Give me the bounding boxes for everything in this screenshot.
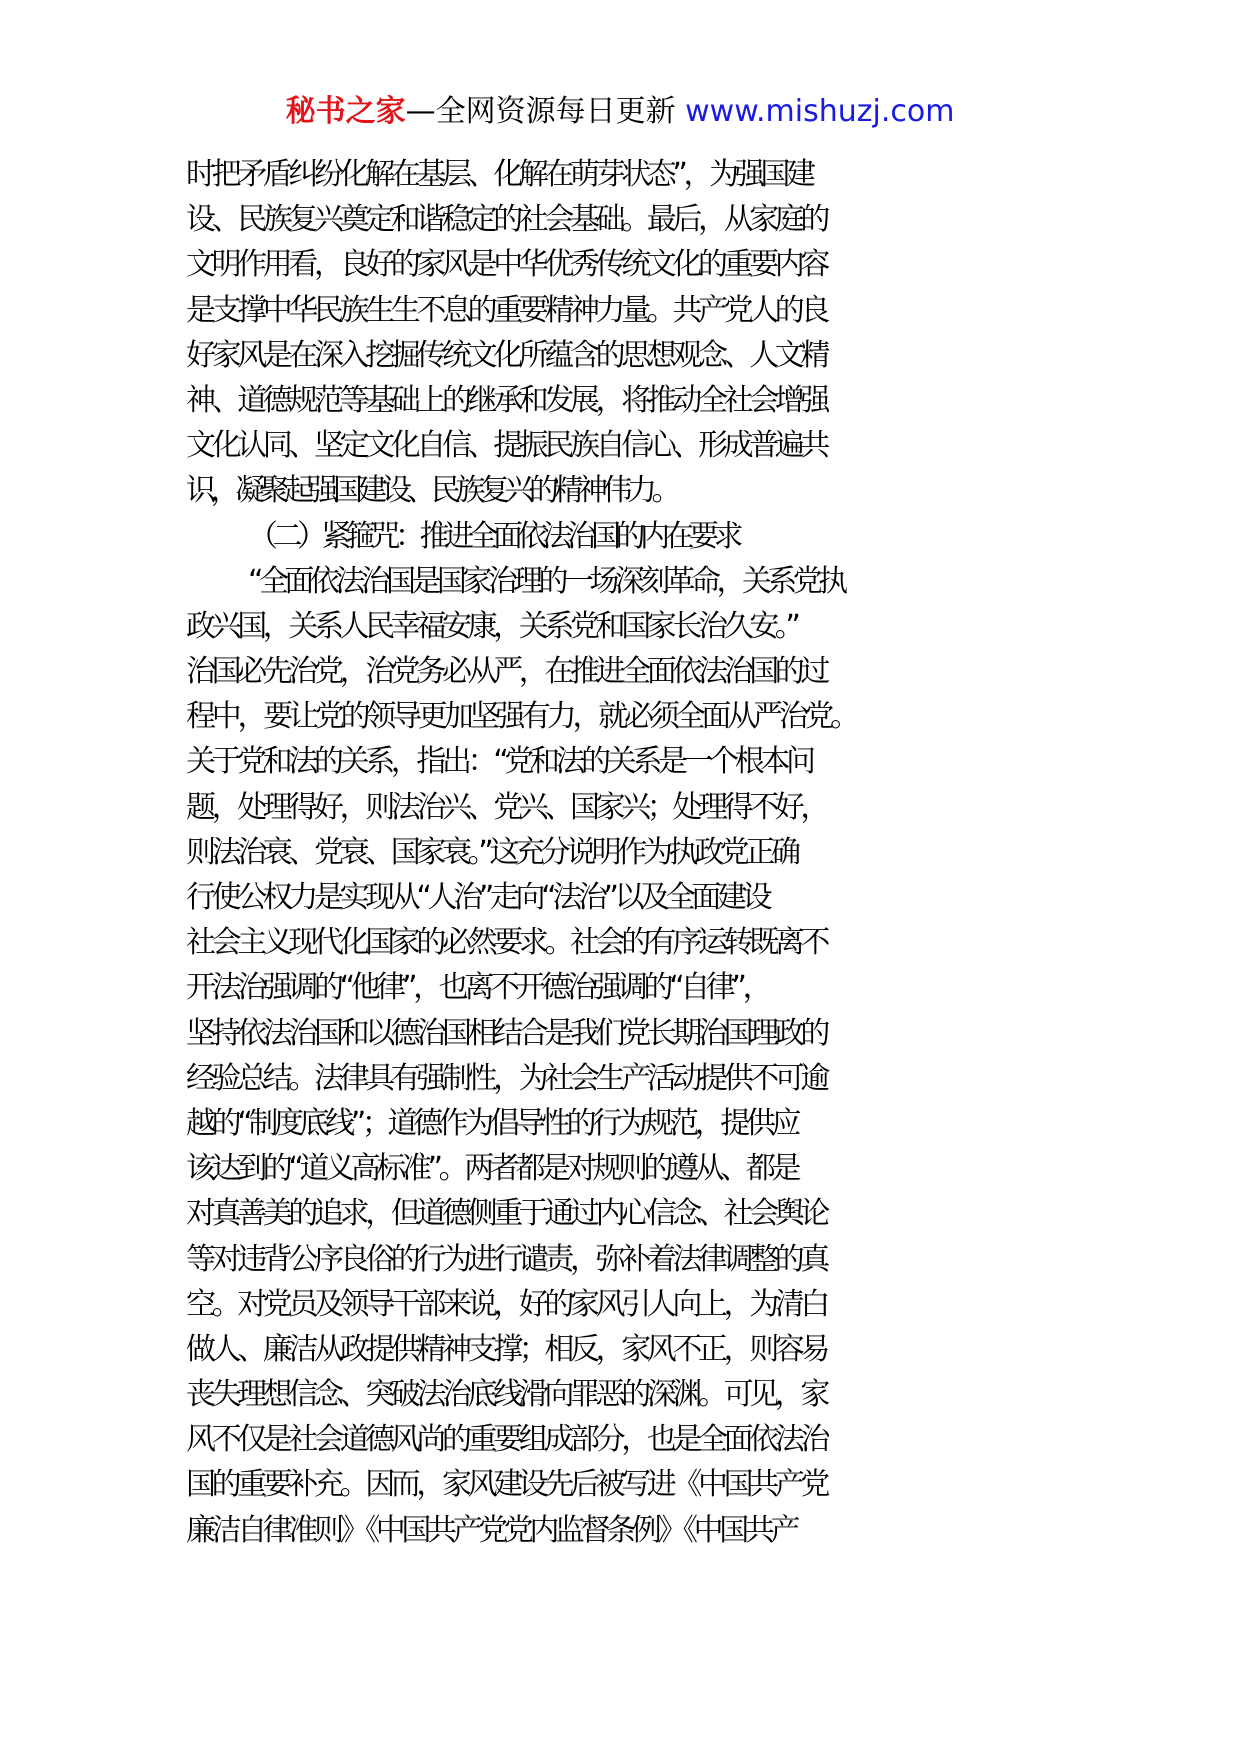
body-line: 经验总结。法律具有强制性，为社会生产活动提供不可逾 [186,1060,826,1096]
body-line: 程中，要让党的领导更加坚强有力，就必须全面从严治党。 [186,699,856,735]
body-line: 时把矛盾纠纷化解在基层、化解在萌芽状态”，为强国建 [186,157,812,192]
body-line: 题，处理得好，则法治兴、党兴、国家兴；处理得不好， [186,789,826,825]
brand-name: 秘书之家 [285,94,406,129]
body-line: 国的重要补充。因而，家风建设先后被写进《中国共产党 [186,1467,826,1503]
body-line: “全面依法治国是国家治理的一场深刻革命，关系党执 [248,563,844,599]
body-line: 该达到的“道义高标准”。两者都是对规则的遵从、都是 [186,1151,798,1187]
body-line: 开法治强调的“他律”，也离不开德治强调的“自律”， [186,970,769,1006]
body-line: 政兴国，关系人民幸福安康，关系党和国家长治久安。” [186,608,797,644]
body-line: 空。对党员及领导干部来说，好的家风引人向上，为清白 [186,1286,826,1322]
body-line: 越的“制度底线”；道德作为倡导性的行为规范，提供应 [186,1105,798,1141]
body-line: 做人、廉洁从政提供精神支撑；相反，家风不正，则容易 [186,1331,826,1367]
page-header [0,92,1240,132]
body-line: 设、民族复兴奠定和谐稳定的社会基础。最后，从家庭的 [186,202,826,238]
body-line: 丧失理想信念、突破法治底线滑向罪恶的深渊。可见，家 [186,1377,826,1413]
body-line: 文明作用看，良好的家风是中华优秀传统文化的重要内容 [186,247,826,283]
document-body [186,152,1066,1553]
body-line: 关于党和法的关系，指出：“党和法的关系是一个根本问 [186,744,812,780]
body-line: （二）紧箍咒：推进全面依法治国的内在要求 [248,518,738,554]
body-line: 对真善美的追求，但道德侧重于通过内心信念、社会舆论 [186,1196,826,1232]
body-line: 廉洁自律准则》《中国共产党党内监督条例》《中国共产 [186,1512,796,1548]
body-line: 文化认同、坚定文化自信、提振民族自信心、形成普遍共 [186,428,826,464]
header-url-link[interactable]: www.mishuzj.com [685,94,955,129]
body-line: 行使公权力是实现从“人治”走向“法治”以及全面建设 [186,880,769,915]
body-line: 等对违背公序良俗的行为进行谴责，弥补着法律调整的真 [186,1241,826,1277]
header-tagline: —全网资源每日更新 [405,94,686,129]
body-line: 坚持依法治国和以德治国相结合是我们党长期治国理政的 [186,1015,826,1051]
body-line: 是支撑中华民族生生不息的重要精神力量。共产党人的良 [186,292,826,328]
body-line: 社会主义现代化国家的必然要求。社会的有序运转既离不 [186,925,826,961]
body-line: 神、道德规范等基础上的继承和发展，将推动全社会增强 [186,382,826,418]
body-line: 风不仅是社会道德风尚的重要组成部分，也是全面依法治 [186,1422,826,1458]
body-line: 识，凝聚起强国建设、民族复兴的精神伟力。 [186,473,676,509]
body-line: 则法治衰、党衰、国家衰。”这充分说明作为执政党正确 [186,834,797,870]
body-line: 好家风是在深入挖掘传统文化所蕴含的思想观念、人文精 [186,337,826,373]
body-line: 治国必先治党，治党务必从严，在推进全面依法治国的过 [186,654,826,690]
